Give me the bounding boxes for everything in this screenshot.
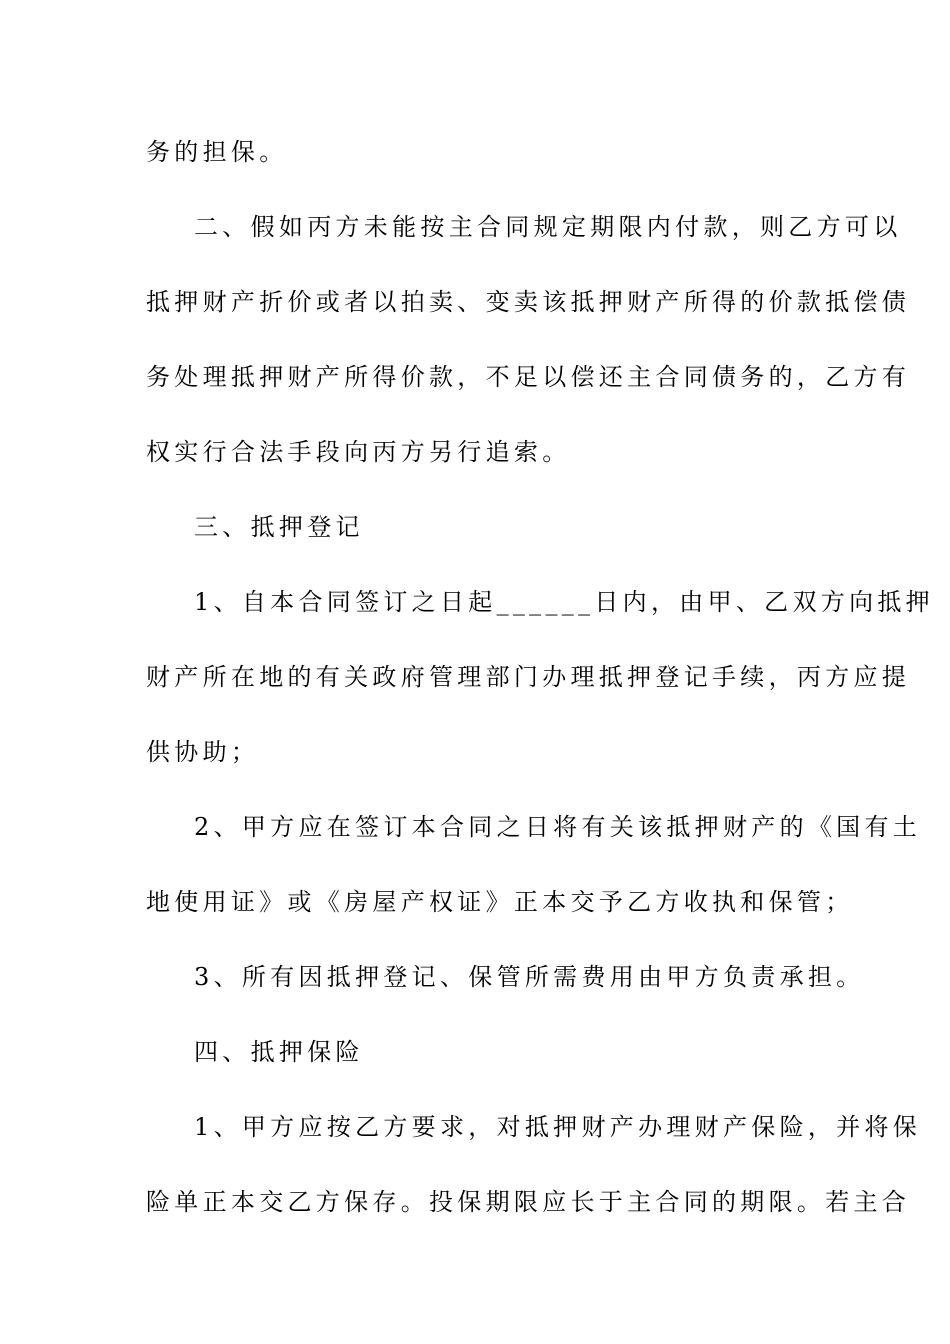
text-line-2: 二、假如丙方未能按主合同规定期限内付款，则乙方可以	[194, 213, 902, 241]
text-line-11: 地使用证》或《房屋产权证》正本交予乙方收执和保管；	[146, 888, 854, 916]
section-heading-4: 四、抵押保险	[194, 1038, 364, 1066]
section-heading-3: 三、抵押登记	[194, 513, 364, 541]
text-line-15: 险单正本交乙方保存。投保期限应长于主合同的期限。若主合	[146, 1188, 911, 1216]
text-line-7: 1、自本合同签订之日起______日内，由甲、乙双方向抵押	[194, 588, 934, 616]
text-line-5: 权实行合法手段向丙方另行追索。	[146, 438, 571, 466]
text-line-8: 财产所在地的有关政府管理部门办理抵押登记手续，丙方应提	[146, 663, 911, 691]
text-line-10: 2、甲方应在签订本合同之日将有关该抵押财产的《国有土	[194, 813, 922, 841]
text-line-4: 务处理抵押财产所得价款，不足以偿还主合同债务的，乙方有	[146, 363, 911, 391]
text-line-3: 抵押财产折价或者以拍卖、变卖该抵押财产所得的价款抵偿债	[146, 288, 911, 316]
text-line-9: 供协助；	[146, 738, 260, 766]
text-line-1: 务的担保。	[146, 138, 288, 166]
text-line-12: 3、所有因抵押登记、保管所需费用由甲方负责承担。	[194, 963, 865, 991]
text-line-14: 1、甲方应按乙方要求，对抵押财产办理财产保险，并将保	[194, 1113, 922, 1141]
